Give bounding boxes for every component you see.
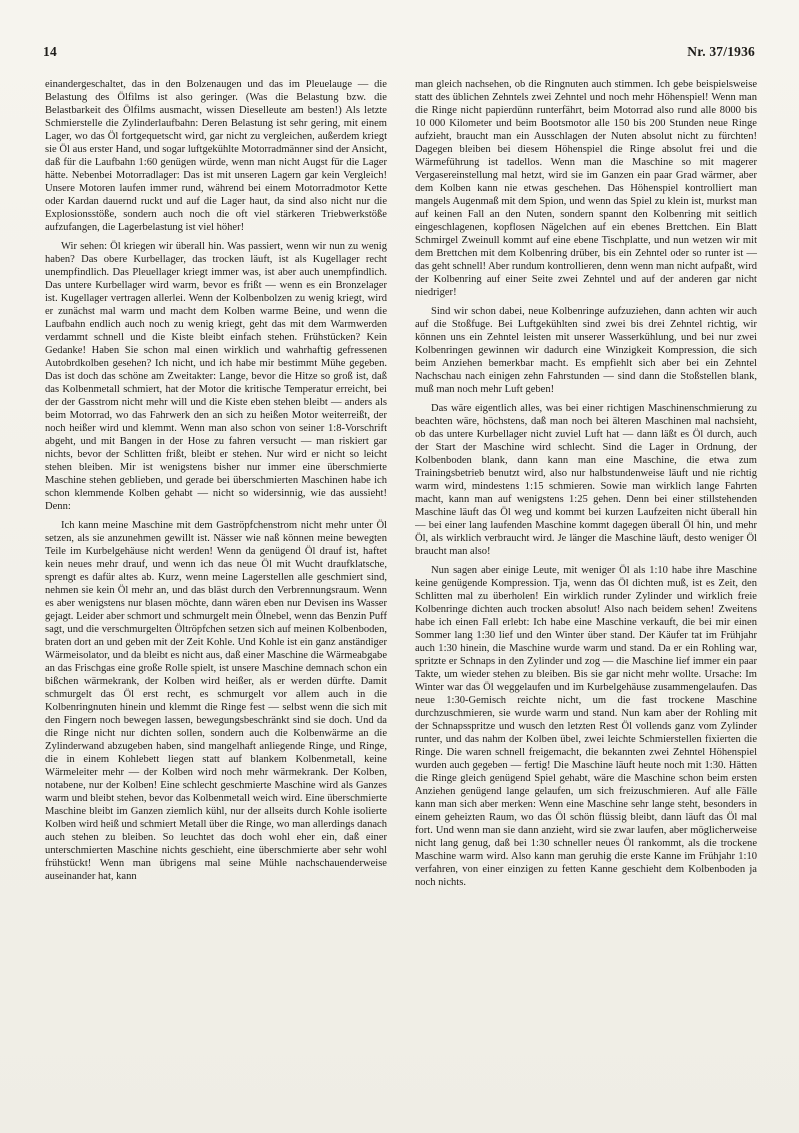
paragraph: einandergeschaltet, das in den Bolzenaugen und das im Pleuelauge — die Belastung des Ölfilms ist also geringer. (Was die Belastung bzw. die Belastbarkeit des Ölfilms ausmacht, wissen Dieselleute am besten!) Als letzte Schmierstelle die Zylinderlaufbahn: Deren Belastung ist sehr gering, mit einem Lager, wo das Öl fortgequetscht wird, gar nicht zu vergleichen, außerdem kriegt sie Öl aus erster Hand, und sogar luftgekühlte Motorradmänner sind der Ansicht, daß für die Laufbahn 1:60 genügen würde, wenn man nicht Augst für die Lager hätte. Nebenbei Motorradlager: Das ist mit unseren Lagern gar kein Vergleich! Unsere Motoren laufen immer rund, während bei einem Motorradmotor Kette oder Kardan dauernd ruckt und auf die Lager haut, da sind also nicht nur die Explosionsstöße, sondern auch noch die oft viel stärkeren Triebwerkstöße aufzufangen, die Lagerbelastung ist viel höher! — [45, 79, 387, 233]
paragraph: Wir sehen: Öl kriegen wir überall hin. Was passiert, wenn wir nun zu wenig haben? Das obere Kurbellager, das trocken läuft, ist als Kugellager recht unempfindlich. Das Pleuellager kriegt immer was, ist aber auch unempfindlich. Das untere Kurbellager wird warm, bevor es frißt — wenn es ein Bronzelager ist. Kugellager vertragen allerlei. Wenn der Kolbenbolzen zu wenig kriegt, wird er zunächst mal warm und macht dem Kolben warme Beine, und wenn die Laufbahn endlich auch noch zu wenig kriegt, geht das mit dem Warmwerden verdammt schnell und die Kiste bleibt einfach stehen. Frühstücken? Kein Gedanke! Haben Sie schon mal einen wirklich und wahrhaftig gefressenen Autobrdkolben gesehen? Ich nicht, und ich habe mir bestimmt Mühe gegeben. Das ist doch das schöne am Zweitakter: Lange, bevor die Hitze so groß ist, daß das Kolbenmetall schmiert, hat der Motor die kritische Temperatur erreicht, bei der der Gasstrom nicht mehr will und die Kiste eben stehen bleibt — anders als beim Motorrad, wo das Fahrwerk den an sich zu heißen Motor weiterreißt, der noch heißer wird und klemmt. Wenn man also schon von seiner 1:8-Vorschrift abgeht, und mit Bangen in der Hose zu fahren versucht — man riskiert gar nichts, bevor der Schlitten frißt, bleibt er stehen. Nur wird er nicht so leicht stehen bleiben. Mir ist wenigstens bisher nur immer eine überschmierte Maschine stehen geblieben, und gerade bei überschmierten Maschinen habe ich schon klemmende Kolben gehabt — nicht so widersinnig, wie das aussieht! Denn: — [45, 241, 387, 512]
page-number: 14 — [43, 44, 57, 59]
article-columns — [45, 78, 757, 1118]
paragraph: Das wäre eigentlich alles, was bei einer richtigen Maschinenschmierung zu beachten wäre, höchstens, daß man noch bei älteren Maschinen mal nachsieht, ob das untere Kurbellager nicht zuviel Luft hat — dann läßt es Öl durch, auch der Start der Maschine wird schlecht. Sind die Lager in Ordnung, der Kolbenboden blank, dann kann man eine Maschine, die etwa zum Trainingsbetrieb benutzt wird, also nur halbstundenweise läuft und nie richtig warm wird, mindestens 1:15 schmieren. Sowie man wirklich lange Fahrten macht, kann man auf wenigstens 1:25 gehen. Denn bei einer stillstehenden Maschine läuft das Öl weg und kommt bei kurzen Laufzeiten nicht überall hin — bei einer lang laufenden Maschine kommt dagegen überall Öl hin, und mehr Öl, als wirklich verbraucht wird. Je länger die Maschine läuft, desto weniger Öl braucht man also! — [415, 403, 757, 557]
paragraph: Sind wir schon dabei, neue Kolbenringe aufzuziehen, dann achten wir auch auf die Stoßfuge. Bei Luftgekühlten sind zwei bis drei Zehntel richtig, wir können uns ein Zehntel leisten mit unserer Wasserkühlung, und bei nur zwei Kolbenringen gewinnen wir dadurch eine Winzigkeit Kompression, die sich beim Anziehen bemerkbar macht. Es empfiehlt sich aber bei ein Zehntel Nachschau nach einigen zehn Fahrstunden — sind dann die Stoßstellen blank, muß man noch mehr Luft geben! — [415, 306, 757, 395]
paragraph: Nun sagen aber einige Leute, mit weniger Öl als 1:10 habe ihre Maschine keine genügende Kompression. Tja, wenn das Öl dichten muß, ist es Zeit, den Schlitten mal zu überholen! Ein wirklich runder Zylinder und wirklich freie Kolbenringe dichten auch trocken absolut! Also nach beidem sehen! Zweitens habe ich einen Fall erlebt: Ich habe eine Maschine verkauft, die bei mir einen Sommer lang 1:30 lief und den Winter über stand. Der Käufer tat im Frühjahr auch 1:30 hinein, die Maschine wurde warm und stand. Da er ein Rohling war, spritzte er Schnaps in den Zylinder und zog — die Maschine lief immer ein paar Takte, um wieder stehen zu bleiben. Bis sie gar nicht mehr wollte. Ursache: Im Winter war das Öl weggelaufen und im Kurbelgehäuse zusammengelaufen. Das neue 1:30-Gemisch reichte nicht, um die fast trockene Maschine durchzuschmieren, sie wurde warm und stand. Nun kam aber der Rohling mit der Schnapsspritze und wusch den letzten Rest Öl vollends ganz vom Zylinder runter, und das nahm der Kolben übel, zwei leichte Schmierstellen fixierten die Ringe. Die waren schnell freigemacht, die bekannten zwei Zehntel Höhenspiel wurden auch gegeben — fertig! Die Maschine läuft heute noch mit 1:30. Hätten die Ringe gleich genügend Spiel gehabt, wäre die Maschine schon beim ersten Anziehen genügend lange gelaufen, um sich freizuschmieren. Auf alle Fälle kann man sich aber merken: Wenn eine Maschine sehr lange steht, besonders in einem geheizten Raum, wo das Öl schön flüssig bleibt, dann läuft das Öl mal fort. Und wenn man sie dann anzieht, wird sie zwar laufen, aber möglicherweise nicht lang genug, daß bei 1:30 schneller neues Öl rankommt, als die trockene Maschine warm wird. Also kann man geruhig die erste Kanne im Frühjahr 1:10 verfahren, von einer einzigen zu fetten Kanne geschieht dem Kolbenboden ja noch nichts. — [415, 565, 757, 888]
paragraph: Ich kann meine Maschine mit dem Gaströpfchenstrom nicht mehr unter Öl setzen, als sie anzunehmen gewillt ist. Nässer wie naß können meine bewegten Teile im Kurbelgehäuse nicht werden! Wenn da genügend Öl drauf ist, haftet kein neues mehr drauf, und wenn ich das neue Öl mit Wucht draufklatsche, sprengt es dafür altes ab. Kurz, wenn meine Lagerstellen alle geschmiert sind, nehmen sie kein Öl mehr an, und das bläst durch den Verbrennungsraum. Wenn es aber wenigstens nur blasen möchte, dann wären eben nur Devisen ins Wasser gejagt. Leider aber schmort und schmurgelt mein Ölnebel, wenn das Benzin Puff sagt, und die verschmurgelten Öltröpfchen setzen sich auf meinen Kolbenboden, braten dort an und geben mit der Zeit Kohle. Und Kohle ist ein ganz anständiger Wärmeisolator, und da bleibt es nicht aus, daß einer Maschine die Wärmeabgabe an das Frischgas eine große Rolle spielt, ist unsere Maschine demnach schon ein bißchen wärmekrank, der Kolben wird heißer, als er werden dürfte. Damit schmurgelt das Öl erst recht, es schmurgelt vor allem auch in die Kolbenringnuten hinein und klemmt die Ringe fest — selbst wenn die sich mit den Fingern noch bewegen lassen, bewegungsbeschränkt sind sie doch. Und da die Ringe nicht nur dichten sollen, sondern auch die Kolbenwärme an die Zylinderwand abzugeben haben, sind mangelhaft anliegende Ringe, und Ringe, die in einem Kohlebett liegen statt auf blankem Kolbenmetall, keine Wärmeleiter mehr — der Kolben wird noch mehr wärmekrank. Der Kolben, notabene, nur der Kolben! Eine schlecht geschmierte Maschine wird als Ganzes warm und bleibt stehen, bevor das Kolbenmetall weich wird. Eine überschmierte Maschine bleibt im Ganzen ziemlich kühl, nur der allseits durch Kohle isolierte Kolben wird heiß und schmiert Metall über die Ringe, wo man allerdings danach auch stehen zu bleiben. So leuchtet das doch wohl eher ein, daß einer unterschmierten Maschine nichts geschieht, eine überschmierte aber sehr wohl frühstückt! Wenn man übrigens mal seine Mühle nachschauenderweise auseinander hat, kann — [45, 520, 387, 882]
issue-number: Nr. 37/1936 — [687, 44, 755, 59]
left-column — [45, 78, 387, 1118]
paragraph: man gleich nachsehen, ob die Ringnuten auch stimmen. Ich gebe beispielsweise statt des üblichen Zehntels zwei Zehntel und noch mehr Höhenspiel! Wenn man die Ringe nicht papierdünn runterfährt, beim Motorrad also rund alle 8000 bis 10 000 Kilometer und beim Bootsmotor alle 150 bis 200 Stunden neue Ringe aufzieht, braucht man ein Ausschlagen der Nuten absolut nicht zu fürchten! Dagegen bleiben bei diesem Höhenspiel die Ringe absolut frei und die Wärmeführung ist tadellos. Wenn man die Maschine so mit magerer Vergasereinstellung mal hetzt, wird sie im Ganzen ein paar Grad wärmer, aber dem Kolben kann nie etwas geschehen. Das Höhenspiel kontrolliert man mangels Augenmaß mit dem Spion, und wenn das Spiel zu klein ist, murkst man auf keinen Fall an den Nuten, sondern spannt den Kolbenring mit seitlich eingeschlagenen, kopflosen Nägelchen auf ein ebenes Brettchen. Ein Blatt Schmirgel Zweinull kommt auf eine ebene Tischplatte, und nun wetzen wir mit dem Brettchen mit dem Kolbenring drüber, bis ein Zehntel oder so runter ist — das geht schnell! Aber rundum kontrollieren, denn wenn man nicht aufpaßt, wird der Kolbenring auf einer Seite zwei Zehntel und auf der anderen gar nicht niedriger! — [415, 79, 757, 298]
right-column — [415, 78, 757, 1118]
